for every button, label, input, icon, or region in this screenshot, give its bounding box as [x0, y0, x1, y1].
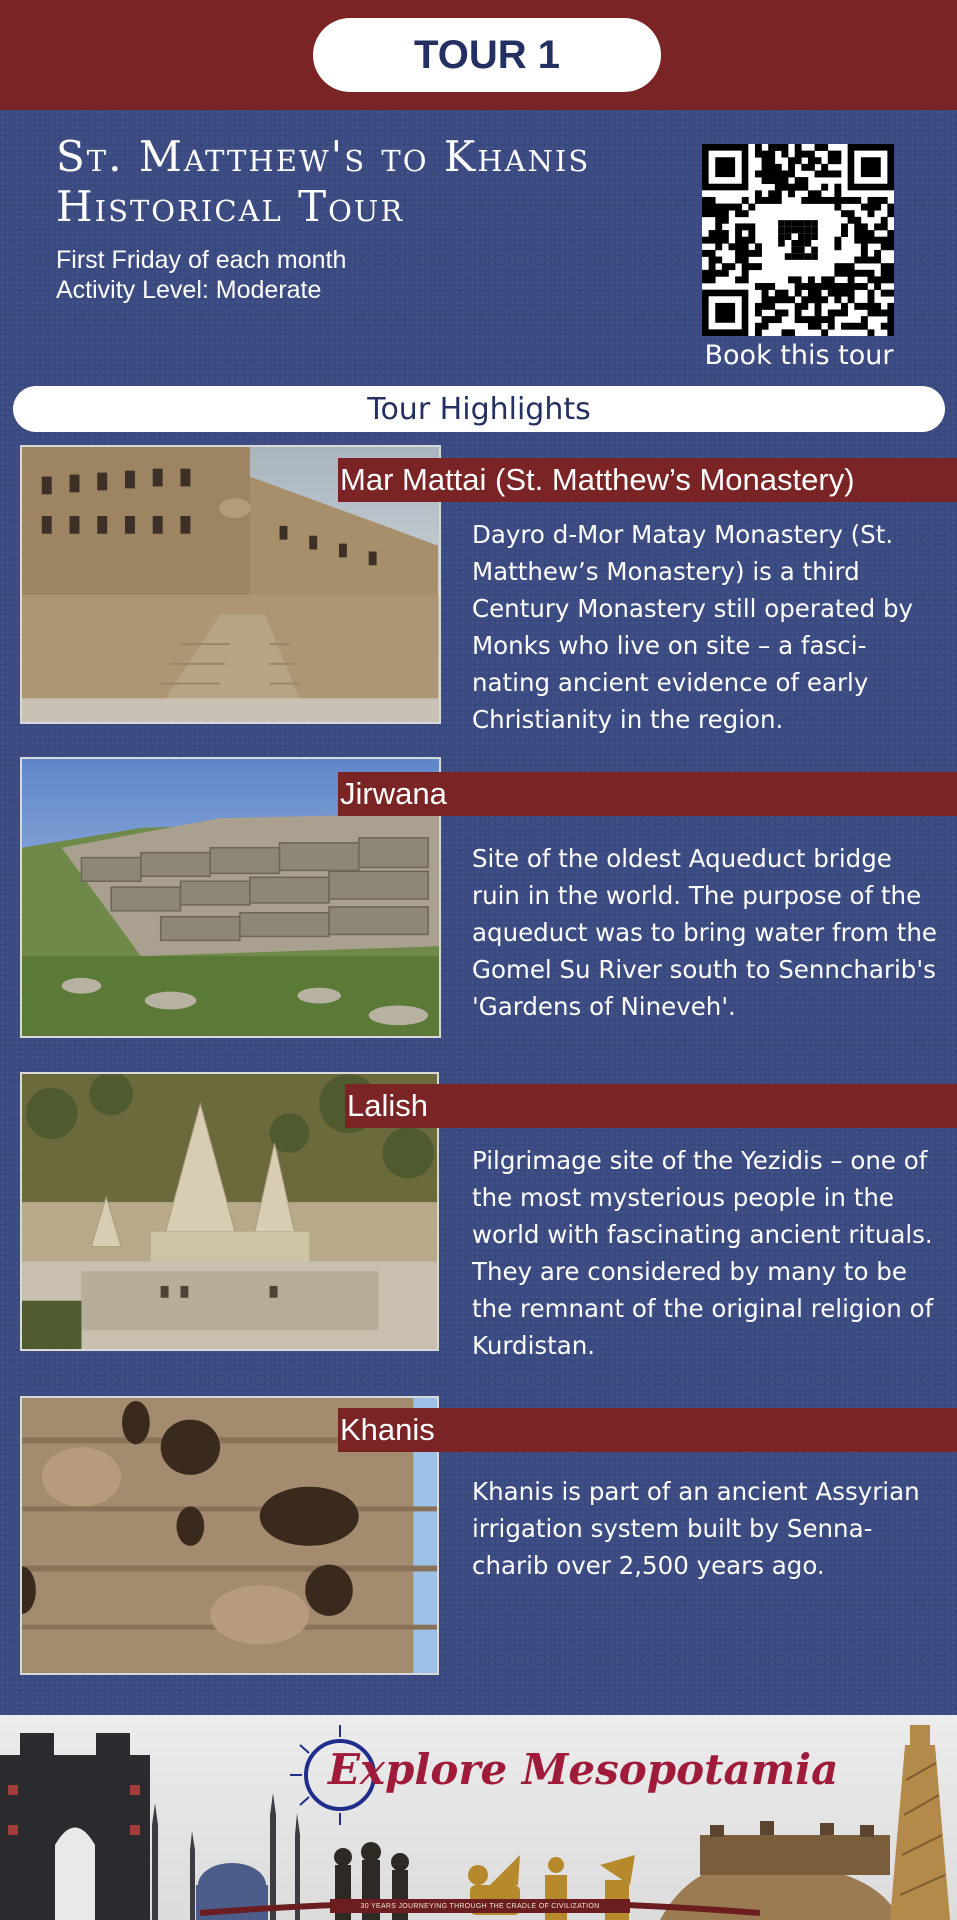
mosque-icon	[152, 1793, 300, 1920]
spiral-minaret-icon	[890, 1725, 950, 1920]
highlight-title-lalish: Lalish	[345, 1084, 957, 1128]
highlight-desc-khanis: Khanis is part of an ancient Assyrian irrigation system built by Senna- charib over 2,500 years ago.	[472, 1477, 920, 1580]
highlight-desc-mar-mattai: Dayro d-Mor Matay Monastery (St. Matthew’s Monastery) is a third Century Monastery still operated by Monks who live on site – a fasci- nating ancient evidence of early Christianity in the region.	[472, 520, 914, 734]
footer-banner	[0, 1715, 957, 1920]
highlight-title-mar-mattai: Mar Mattai (St. Matthew’s Monastery)	[338, 458, 957, 502]
citadel-icon	[660, 1821, 900, 1920]
tour-title	[56, 132, 696, 232]
book-tour-link[interactable]: Book this tour	[704, 340, 894, 371]
highlight-desc-jirwana: Site of the oldest Aqueduct bridge ruin in the world. The purpose of the aqueduct was to bring water from the Gomel Su River south to Sennchari​b's 'Gardens of Nineveh'.	[472, 844, 937, 1021]
tour-title-line1: St. Matthew's to Khanis	[56, 132, 591, 181]
brand-tagline: 30 YEARS JOURNEYING THROUGH THE CRADLE OF CIVILIZATION	[330, 1899, 630, 1913]
tour-label: TOUR 1	[313, 18, 661, 92]
highlight-title-khanis: Khanis	[338, 1408, 957, 1452]
tour-schedule: First Friday of each month	[56, 246, 347, 274]
header-bar	[0, 0, 957, 110]
tour-highlights-heading: Tour Highlights	[13, 386, 945, 432]
highlight-desc-lalish: Pilgrimage site of the Yezidis – one of the most mysterious people in the world with fascinating ancient rituals. They are considered by many to be the remnant of the original religion of Kurdistan.	[472, 1146, 934, 1360]
tour-title-line2: Historical Tour	[56, 182, 405, 231]
highlight-title-jirwana: Jirwana	[338, 772, 957, 816]
ishtar-gate-icon	[0, 1733, 150, 1920]
qr-code-icon[interactable]	[702, 144, 894, 336]
activity-level: Activity Level: Moderate	[56, 276, 322, 304]
brand-logo-text: Explore Mesopotamia	[328, 1745, 839, 1794]
